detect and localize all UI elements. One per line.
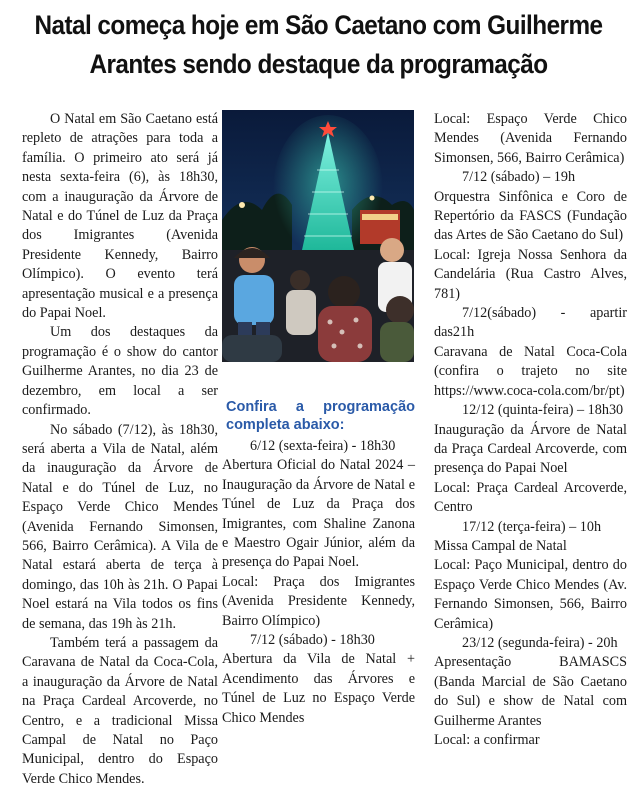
article-column-1 [22,110,218,789]
christmas-tree-photo [222,110,414,362]
schedule-item-body: Abertura da Vila de Natal + Acendimento das Árvores e Túnel de Luz no Espaço Verde Chico Mendes [222,651,415,726]
schedule-item-body: Apresentação BAMASCS (Banda Marcial de São Caetano do Sul) e show de Natal com Guilherme Arantes [434,654,627,729]
schedule-item-6 [434,518,627,634]
schedule-item-3 [434,168,627,304]
article-column-2 [222,380,415,728]
schedule-item-date: 12/12 (quinta-feira) – 18h30 [462,402,624,419]
schedule-item-2 [222,631,415,728]
headline-line-1: Natal começa hoje em São Caetano com Guilherme [34,10,603,40]
christmas-tree-photo-icon [222,110,414,362]
schedule-item-1 [222,437,415,631]
schedule-item-local: Local: Igreja Nossa Senhora da Candelária (Rua Castro Alves, 781) [434,246,627,302]
schedule-item-body: Caravana de Natal Coca-Cola (confira o trajeto no site https://www.coca-cola.com/br/pt) [434,343,627,399]
schedule-item-local: Local: Espaço Verde Chico Mendes (Avenida Fernando Simonsen, 566, Bairro Cerâmica) [434,111,627,166]
article-paragraph-1: O Natal em São Caetano está repleto de atrações para toda a família. O primeiro ato será já nesta sexta-feira (6), às 18h30, com a inauguração da Árvore de Natal e do Túnel de Luz da Praça dos Imigrantes (Avenida Presidente Kennedy, Bairro Olímpico). O evento terá apresentação musical e a presença do Papai Noel. [22,111,218,322]
schedule-item-body: Missa Campal de Natal [434,537,567,554]
schedule-item-date: 7/12 (sábado) – 19h [462,169,576,186]
schedule-item-body: Orquestra Sinfônica e Coro de Repertório da FASCS (Fundação das Artes de São Caetano do Sul) [434,188,627,244]
schedule-item-date: 7/12 (sábado) - 18h30 [250,632,375,649]
schedule-item-date: 7/12(sábado) - apartir das21h [434,305,627,341]
schedule-item-4 [434,304,627,401]
headline-line-2: Arantes sendo destaque da programação [89,49,548,79]
schedule-item-5 [434,401,627,517]
article-paragraph-2: Um dos destaques da programação é o show do cantor Guilherme Arantes, no dia 23 de dezembro, em local a ser confirmado. [22,324,218,419]
schedule-item-local: Local: Paço Municipal, dentro do Espaço Verde Chico Mendes (Av. Fernando Simonsen, 566, Bairro Cerâmica) [434,557,627,632]
schedule-item-local: Local: Praça Cardeal Arcoverde, Centro [434,479,627,516]
schedule-item-local: Local: Praça dos Imigrantes (Avenida Presidente Kennedy, Bairro Olímpico) [222,573,415,629]
schedule-heading: Confira a programação completa abaixo: [226,399,415,433]
schedule-item-body: Abertura Oficial do Natal 2024 – Inauguração da Árvore de Natal e Túnel de Luz da Praça dos Imigrantes, com Shaline Zanona e Maestro Ogair Júnior, além da presença do Papai Noel. [222,457,415,571]
headline [32,6,605,84]
schedule-item-local: Local: a confirmar [434,732,540,748]
schedule-item-7 [434,634,627,750]
article-paragraph-4: Também terá a passagem da Caravana de Natal da Coca-Cola, a inauguração da Árvore de Natal na Praça Cardeal Arcoverde, no Centro, e a tradicional Missa Campal de Natal no Paço Municipal, dentro do Espaço Verde Chico Mendes. [22,634,218,787]
article-column-3 [434,110,627,750]
schedule-item-date: 6/12 (sexta-feira) - 18h30 [250,438,396,454]
article-paragraph-3: No sábado (7/12), às 18h30, será aberta a Vila de Natal, além da inauguração da Árvore de Natal e do Túnel de Luz, no Espaço Verde Chico Mendes (Avenida Fernando Simonsen, 566, Bairro Cerâmica). A Vila de Natal estará aberta de terça à domingo, das 10h às 21h. O Papai Noel estará na Vila todos os fins de semana, das 19h às 21h. [22,421,218,632]
schedule-item-body: Inauguração da Árvore de Natal da Praça Cardeal Arcoverde, com presença do Papai Noel [434,421,627,477]
schedule-item-date: 17/12 (terça-feira) – 10h [462,518,602,535]
schedule-item-date: 23/12 (segunda-feira) - 20h [462,634,618,651]
